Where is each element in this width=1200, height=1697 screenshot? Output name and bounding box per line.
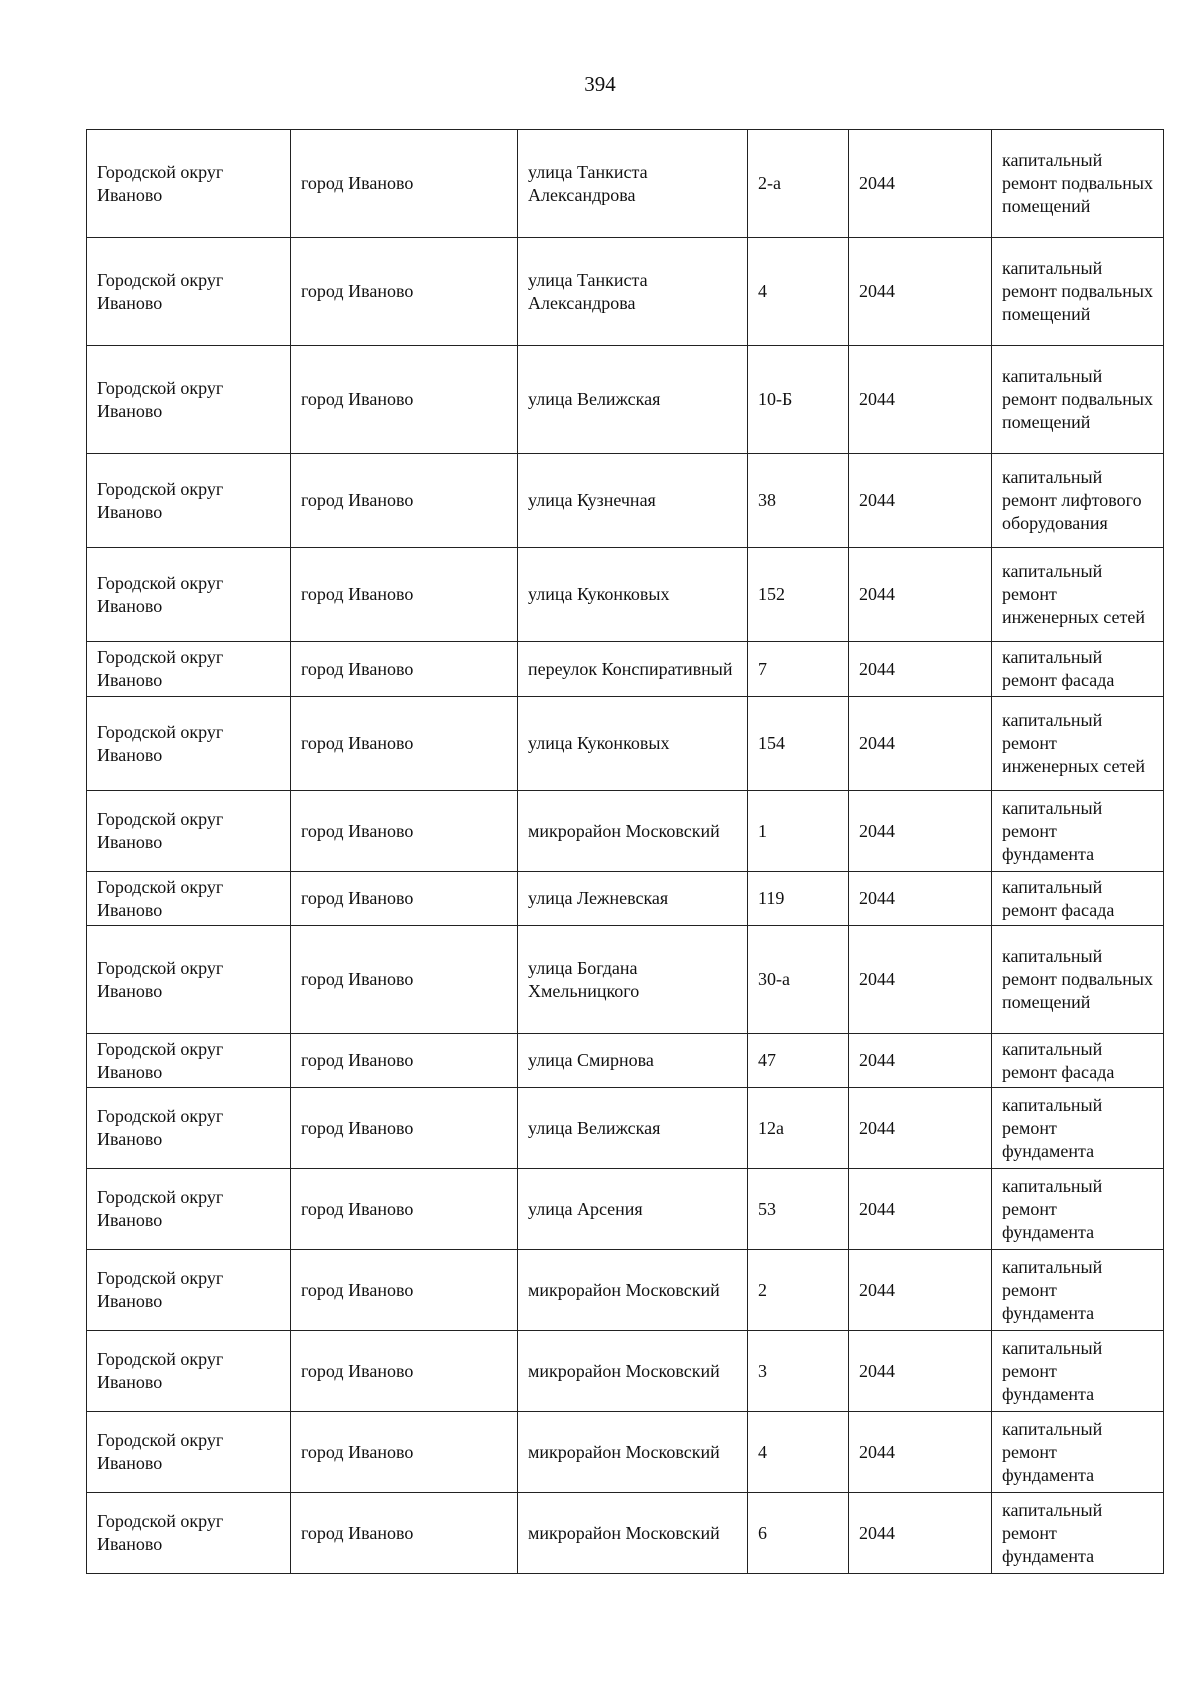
settlement-cell: город Иваново (291, 130, 518, 238)
work-type-cell: капитальный ремонт фасада (992, 1034, 1164, 1088)
street-cell: переулок Конспиративный (518, 642, 748, 697)
street-cell: улица Танкиста Александрова (518, 130, 748, 238)
house-cell: 154 (748, 697, 849, 791)
municipality-cell: Городской округ Иваново (87, 872, 291, 926)
street-cell: улица Кузнечная (518, 454, 748, 548)
house-cell: 10-Б (748, 346, 849, 454)
table-row (87, 926, 1164, 1034)
table-body (87, 130, 1164, 1574)
municipality-cell: Городской округ Иваново (87, 791, 291, 872)
street-cell: микрорайон Московский (518, 1412, 748, 1493)
settlement-cell: город Иваново (291, 872, 518, 926)
house-cell: 30-а (748, 926, 849, 1034)
settlement-cell: город Иваново (291, 697, 518, 791)
settlement-cell: город Иваново (291, 548, 518, 642)
house-cell: 53 (748, 1169, 849, 1250)
year-cell: 2044 (849, 454, 992, 548)
street-cell: улица Велижская (518, 1088, 748, 1169)
table-row (87, 697, 1164, 791)
street-cell: улица Арсения (518, 1169, 748, 1250)
municipality-cell: Городской округ Иваново (87, 1034, 291, 1088)
year-cell: 2044 (849, 926, 992, 1034)
year-cell: 2044 (849, 1331, 992, 1412)
work-type-cell: капитальный ремонт подвальных помещений (992, 926, 1164, 1034)
table-row (87, 346, 1164, 454)
table-row (87, 1169, 1164, 1250)
table-row (87, 1088, 1164, 1169)
work-type-cell: капитальный ремонт фундамента (992, 1169, 1164, 1250)
year-cell: 2044 (849, 1088, 992, 1169)
year-cell: 2044 (849, 548, 992, 642)
settlement-cell: город Иваново (291, 238, 518, 346)
street-cell: микрорайон Московский (518, 791, 748, 872)
settlement-cell: город Иваново (291, 1493, 518, 1574)
settlement-cell: город Иваново (291, 454, 518, 548)
work-type-cell: капитальный ремонт инженерных сетей (992, 548, 1164, 642)
house-cell: 1 (748, 791, 849, 872)
municipality-cell: Городской округ Иваново (87, 548, 291, 642)
house-cell: 152 (748, 548, 849, 642)
work-type-cell: капитальный ремонт подвальных помещений (992, 346, 1164, 454)
municipality-cell: Городской округ Иваново (87, 238, 291, 346)
year-cell: 2044 (849, 791, 992, 872)
municipality-cell: Городской округ Иваново (87, 1493, 291, 1574)
table-row (87, 548, 1164, 642)
municipality-cell: Городской округ Иваново (87, 1088, 291, 1169)
table-row (87, 130, 1164, 238)
year-cell: 2044 (849, 346, 992, 454)
year-cell: 2044 (849, 130, 992, 238)
year-cell: 2044 (849, 1250, 992, 1331)
house-cell: 4 (748, 1412, 849, 1493)
repair-schedule-table (86, 129, 1164, 1574)
house-cell: 47 (748, 1034, 849, 1088)
street-cell: улица Смирнова (518, 1034, 748, 1088)
table-row (87, 1331, 1164, 1412)
settlement-cell: город Иваново (291, 346, 518, 454)
street-cell: улица Куконковых (518, 548, 748, 642)
street-cell: улица Куконковых (518, 697, 748, 791)
table-row (87, 872, 1164, 926)
street-cell: улица Велижская (518, 346, 748, 454)
table-row (87, 642, 1164, 697)
municipality-cell: Городской округ Иваново (87, 130, 291, 238)
settlement-cell: город Иваново (291, 1088, 518, 1169)
house-cell: 3 (748, 1331, 849, 1412)
municipality-cell: Городской округ Иваново (87, 346, 291, 454)
work-type-cell: капитальный ремонт инженерных сетей (992, 697, 1164, 791)
house-cell: 119 (748, 872, 849, 926)
work-type-cell: капитальный ремонт фундамента (992, 1493, 1164, 1574)
work-type-cell: капитальный ремонт фундамента (992, 1250, 1164, 1331)
street-cell: микрорайон Московский (518, 1250, 748, 1331)
house-cell: 38 (748, 454, 849, 548)
table-row (87, 1412, 1164, 1493)
settlement-cell: город Иваново (291, 926, 518, 1034)
house-cell: 2 (748, 1250, 849, 1331)
work-type-cell: капитальный ремонт подвальных помещений (992, 130, 1164, 238)
work-type-cell: капитальный ремонт подвальных помещений (992, 238, 1164, 346)
year-cell: 2044 (849, 642, 992, 697)
year-cell: 2044 (849, 1412, 992, 1493)
page-number: 394 (584, 72, 616, 96)
municipality-cell: Городской округ Иваново (87, 697, 291, 791)
settlement-cell: город Иваново (291, 791, 518, 872)
street-cell: улица Лежневская (518, 872, 748, 926)
street-cell: микрорайон Московский (518, 1493, 748, 1574)
settlement-cell: город Иваново (291, 1412, 518, 1493)
municipality-cell: Городской округ Иваново (87, 454, 291, 548)
settlement-cell: город Иваново (291, 1169, 518, 1250)
year-cell: 2044 (849, 1169, 992, 1250)
municipality-cell: Городской округ Иваново (87, 1412, 291, 1493)
table-row (87, 1250, 1164, 1331)
settlement-cell: город Иваново (291, 642, 518, 697)
year-cell: 2044 (849, 697, 992, 791)
municipality-cell: Городской округ Иваново (87, 926, 291, 1034)
house-cell: 4 (748, 238, 849, 346)
year-cell: 2044 (849, 872, 992, 926)
year-cell: 2044 (849, 238, 992, 346)
work-type-cell: капитальный ремонт лифтового оборудования (992, 454, 1164, 548)
table-row (87, 238, 1164, 346)
work-type-cell: капитальный ремонт фундамента (992, 791, 1164, 872)
table-row (87, 454, 1164, 548)
municipality-cell: Городской округ Иваново (87, 1169, 291, 1250)
house-cell: 7 (748, 642, 849, 697)
municipality-cell: Городской округ Иваново (87, 1250, 291, 1331)
house-cell: 12а (748, 1088, 849, 1169)
street-cell: улица Танкиста Александрова (518, 238, 748, 346)
work-type-cell: капитальный ремонт фундамента (992, 1331, 1164, 1412)
work-type-cell: капитальный ремонт фундамента (992, 1088, 1164, 1169)
street-cell: улица Богдана Хмельницкого (518, 926, 748, 1034)
settlement-cell: город Иваново (291, 1331, 518, 1412)
municipality-cell: Городской округ Иваново (87, 1331, 291, 1412)
year-cell: 2044 (849, 1034, 992, 1088)
work-type-cell: капитальный ремонт фундамента (992, 1412, 1164, 1493)
settlement-cell: город Иваново (291, 1250, 518, 1331)
municipality-cell: Городской округ Иваново (87, 642, 291, 697)
work-type-cell: капитальный ремонт фасада (992, 642, 1164, 697)
year-cell: 2044 (849, 1493, 992, 1574)
street-cell: микрорайон Московский (518, 1331, 748, 1412)
table-row (87, 1034, 1164, 1088)
settlement-cell: город Иваново (291, 1034, 518, 1088)
house-cell: 2-а (748, 130, 849, 238)
work-type-cell: капитальный ремонт фасада (992, 872, 1164, 926)
house-cell: 6 (748, 1493, 849, 1574)
table-row (87, 791, 1164, 872)
table-row (87, 1493, 1164, 1574)
